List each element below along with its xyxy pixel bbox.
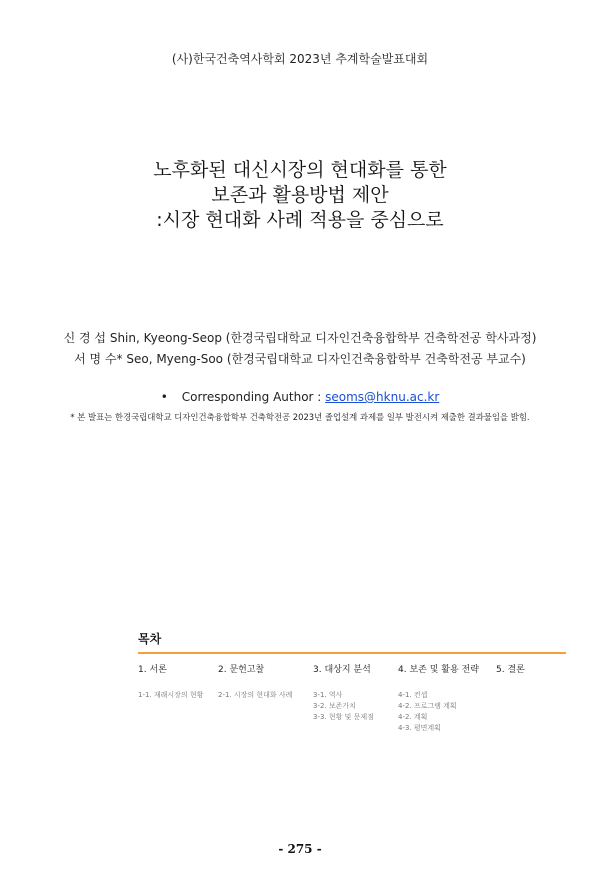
title-line-2: 보존과 활용방법 제안 — [211, 184, 389, 206]
author-1: 신 경 섭 Shin, Kyeong-Seop (한경국립대학교 디자인건축융합학부 건축학전공 학사과정) — [63, 331, 537, 345]
corresponding-author — [0, 390, 600, 404]
author-block — [0, 328, 600, 370]
title-line-1: 노후화된 대신시장의 현대화를 통한 — [153, 159, 447, 181]
toc-section-2 — [218, 662, 292, 701]
toc-item: 1-1. 재래시장의 현황 — [138, 691, 204, 699]
toc-divider — [138, 652, 566, 654]
conference-header: (사)한국건축역사학회 2023년 추계학술발표대회 — [171, 52, 429, 66]
paper-title — [0, 158, 600, 233]
toc-section-4 — [398, 662, 479, 734]
toc-item: 3-1. 역사 — [313, 691, 343, 699]
toc-item: 3-3. 현황 및 문제점 — [313, 713, 374, 721]
toc-item: 3-2. 보존가치 — [313, 702, 356, 710]
bullet-icon: • — [160, 390, 168, 404]
footnote: * 본 발표는 한경국립대학교 디자인건축융합학부 건축학전공 2023년 졸업설계 과제를 일부 발전시켜 제출한 결과물임을 밝힘. — [70, 412, 530, 422]
toc-heading: 1. 서론 — [138, 665, 167, 675]
toc-item: 4-3. 평면계획 — [398, 724, 441, 732]
toc-heading: 2. 문헌고찰 — [218, 665, 265, 675]
toc-item: 2-1. 시장의 현대화 사례 — [218, 691, 293, 699]
title-line-3: :시장 현대화 사례 적용을 중심으로 — [156, 209, 444, 231]
author-2: 서 명 수* Seo, Myeng-Soo (한경국립대학교 디자인건축융합학부 건축학전공 부교수) — [74, 352, 526, 366]
toc-heading: 3. 대상지 분석 — [313, 665, 371, 675]
toc-title: 목차 — [138, 632, 162, 646]
email-link[interactable]: seoms@hknu.ac.kr — [325, 390, 440, 404]
toc-item: 4-1. 컨셉 — [398, 691, 428, 699]
corresponding-label: Corresponding Author : — [181, 390, 326, 404]
toc-section-3 — [313, 662, 374, 723]
toc-item: 4-2. 계획 — [398, 713, 428, 721]
toc-heading: 5. 결론 — [496, 665, 525, 675]
page-number: - 275 - — [278, 842, 322, 856]
toc-section-5 — [496, 662, 525, 690]
toc-heading: 4. 보존 및 활용 전략 — [398, 665, 479, 675]
toc-section-1 — [138, 662, 203, 701]
toc-item: 4-2. 프로그램 계획 — [398, 702, 457, 710]
